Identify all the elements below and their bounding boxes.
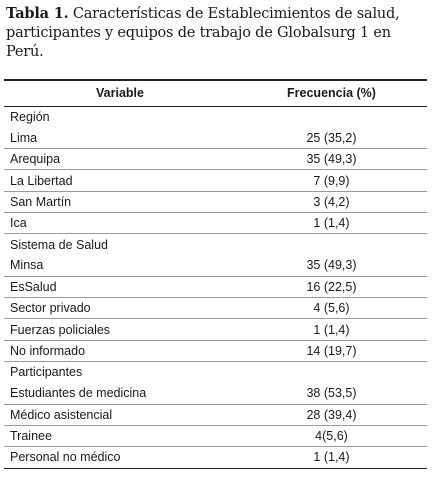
table-row (4, 383, 427, 404)
variable-cell: Médico asistencial (4, 404, 236, 425)
section-row (4, 234, 427, 255)
header-frequency: Frecuencia (%) (236, 80, 427, 106)
variable-cell: Personal no médico (4, 447, 236, 468)
table-row (4, 425, 427, 446)
table-body (4, 106, 427, 468)
frequency-cell: 1 (1,4) (236, 212, 427, 233)
section-row (4, 362, 427, 383)
table-row (4, 170, 427, 191)
caption-label: Tabla 1. (6, 5, 69, 22)
variable-cell: Trainee (4, 425, 236, 446)
section-label: Región (10, 109, 50, 124)
table-row (4, 127, 427, 148)
header-variable: Variable (4, 80, 236, 106)
variable-cell: Estudiantes de medicina (4, 383, 236, 404)
section-row (4, 106, 427, 127)
frequency-cell (236, 234, 427, 255)
variable-cell: Fuerzas policiales (4, 319, 236, 340)
table-row (4, 447, 427, 468)
table-row (4, 340, 427, 361)
table-row (4, 212, 427, 233)
characteristics-table (4, 79, 427, 469)
table-row (4, 319, 427, 340)
table-row (4, 298, 427, 319)
frequency-cell: 28 (39,4) (236, 404, 427, 425)
frequency-cell: 16 (22,5) (236, 276, 427, 297)
table-row (4, 404, 427, 425)
frequency-cell: 3 (4,2) (236, 191, 427, 212)
variable-cell: La Libertad (4, 170, 236, 191)
variable-cell: Arequipa (4, 149, 236, 170)
table-row (4, 191, 427, 212)
frequency-cell: 35 (49,3) (236, 149, 427, 170)
variable-cell: EsSalud (4, 276, 236, 297)
frequency-cell: 14 (19,7) (236, 340, 427, 361)
caption-text: Características de Establecimientos de salud, participantes y equipos de trabajo de Globalsurg 1 en Perú. (6, 6, 400, 60)
frequency-cell (236, 362, 427, 383)
variable-cell: San Martín (4, 191, 236, 212)
frequency-cell: 38 (53,5) (236, 383, 427, 404)
frequency-cell: 4 (5,6) (236, 298, 427, 319)
variable-cell: Ica (4, 212, 236, 233)
frequency-cell: 4(5,6) (236, 425, 427, 446)
table-row (4, 276, 427, 297)
section-label: Participantes (10, 365, 83, 380)
frequency-cell: 25 (35,2) (236, 127, 427, 148)
table-header-row (4, 80, 427, 106)
variable-cell: No informado (4, 340, 236, 361)
variable-cell: Sector privado (4, 298, 236, 319)
frequency-cell: 35 (49,3) (236, 255, 427, 276)
table-row (4, 255, 427, 276)
table-row (4, 149, 427, 170)
frequency-cell: 1 (1,4) (236, 319, 427, 340)
frequency-cell (236, 106, 427, 127)
variable-cell: Minsa (4, 255, 236, 276)
table-caption (6, 4, 426, 62)
variable-cell: Lima (4, 127, 236, 148)
section-label: Sistema de Salud (10, 237, 108, 252)
frequency-cell: 1 (1,4) (236, 447, 427, 468)
frequency-cell: 7 (9,9) (236, 170, 427, 191)
